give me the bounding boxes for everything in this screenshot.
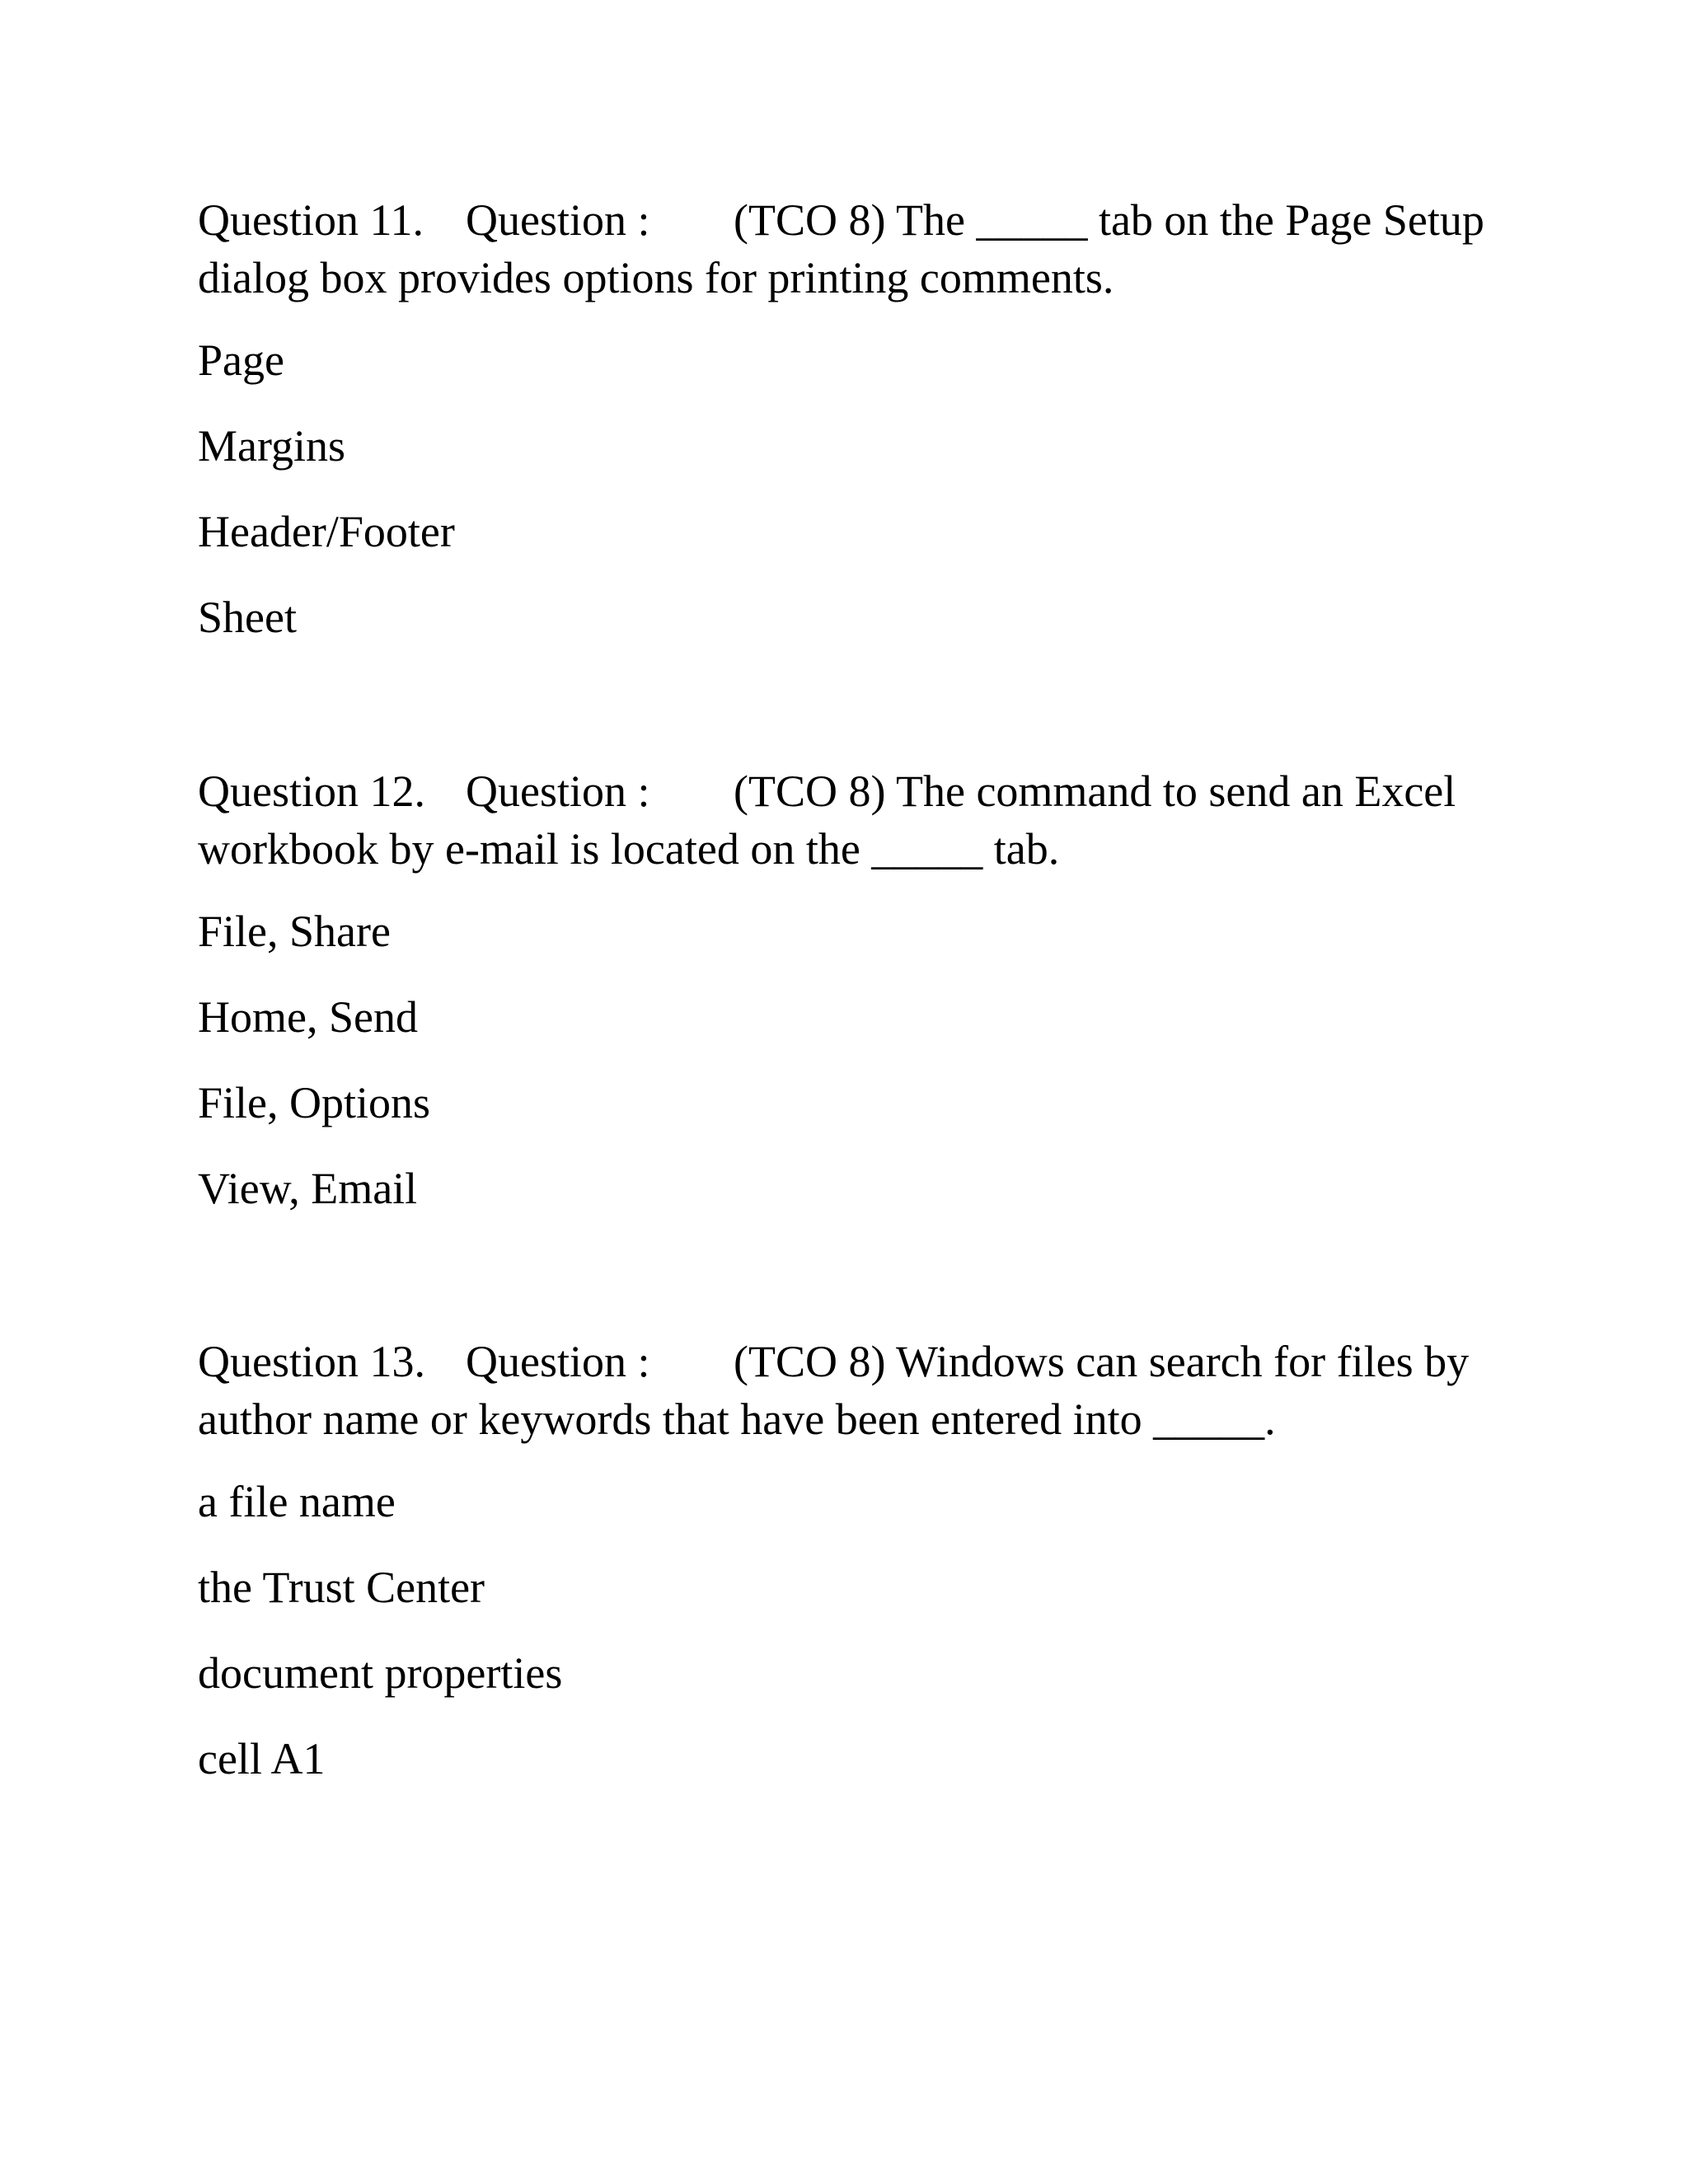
answer-option[interactable]: View, Email [198,1164,418,1213]
answer-option[interactable]: the Trust Center [198,1563,485,1612]
answer-option[interactable]: document properties [198,1648,563,1698]
question-stem [198,191,1517,307]
answer-option[interactable]: File, Options [198,1078,431,1127]
question-label: Question : [466,766,650,816]
question-number: Question 13. [198,1337,425,1386]
answer-options [198,331,1517,674]
question-text: (TCO 8) Windows can search for files by author name or keywords that have been entered into _____. [198,1337,1470,1444]
question-number: Question 11. [198,195,424,245]
question-text: (TCO 8) The command to send an Excel workbook by e-mail is located on the _____ tab. [198,766,1456,874]
question-12 [198,762,1517,1245]
question-number: Question 12. [198,766,425,816]
answer-option[interactable]: Header/Footer [198,507,455,556]
answer-option[interactable]: cell A1 [198,1734,326,1783]
answer-options [198,902,1517,1245]
question-13 [198,1333,1517,1816]
question-11 [198,191,1517,674]
answer-option[interactable]: Home, Send [198,992,418,1042]
question-text: (TCO 8) The _____ tab on the Page Setup dialog box provides options for printing comments. [198,195,1484,302]
answer-option[interactable]: a file name [198,1477,396,1526]
question-label: Question : [466,1337,650,1386]
answer-option[interactable]: Sheet [198,593,297,642]
answer-options [198,1473,1517,1816]
answer-option[interactable]: File, Share [198,907,391,956]
question-label: Question : [466,195,650,245]
answer-option[interactable]: Margins [198,421,346,471]
answer-option[interactable]: Page [198,335,284,385]
question-stem [198,762,1517,878]
question-stem [198,1333,1517,1448]
